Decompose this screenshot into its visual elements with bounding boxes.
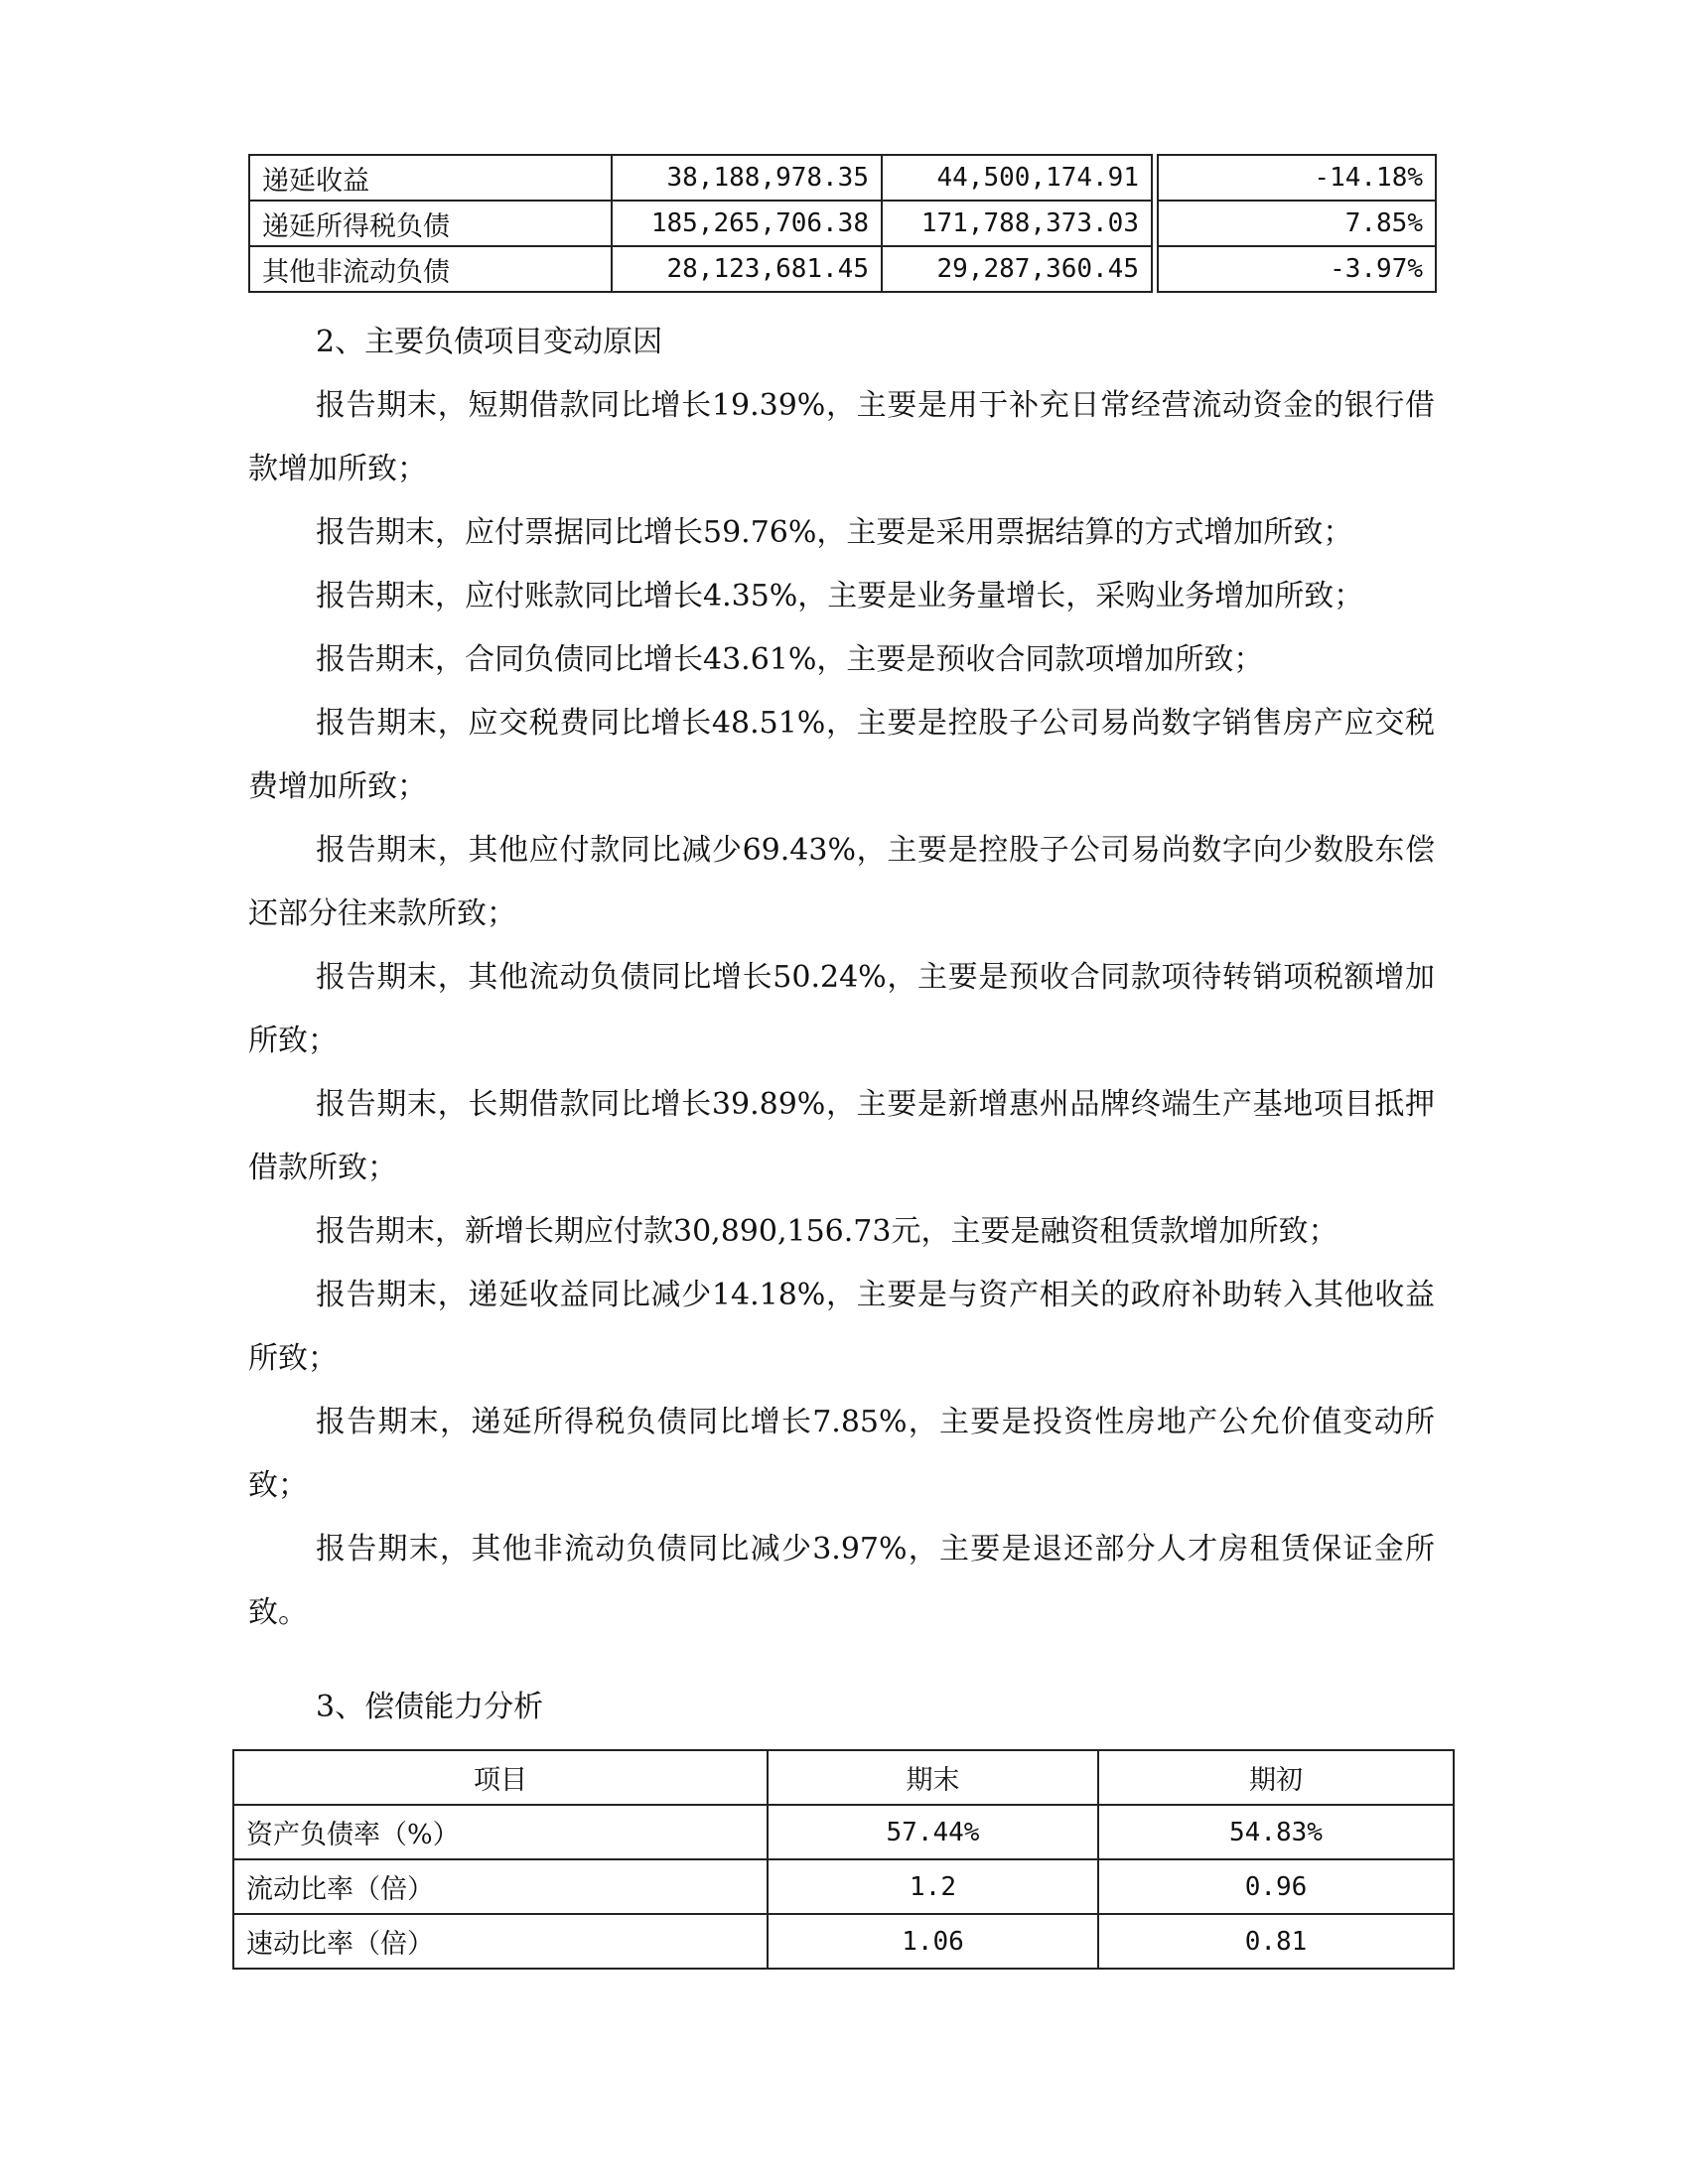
- begin-value: 0.81: [1098, 1914, 1454, 1969]
- section-heading: 2、主要负债项目变动原因: [316, 325, 663, 359]
- table-header-row: [233, 1750, 1454, 1805]
- paragraph: 报告期末，应付票据同比增长59.76%，主要是采用票据结算的方式增加所致；: [316, 515, 1353, 550]
- begin-value: 0.96: [1098, 1859, 1454, 1914]
- paragraph: 报告期末，新增长期应付款30,890,156.73元，主要是融资租赁款增加所致；: [316, 1214, 1338, 1249]
- table-row: [233, 1914, 1454, 1969]
- liabilities-table: [248, 154, 1437, 293]
- table-row: [249, 201, 1436, 246]
- paragraph: 报告期末，合同负债同比增长43.61%，主要是预收合同款项增加所致；: [316, 642, 1264, 677]
- current-value: 28,123,681.45: [612, 246, 882, 292]
- table-row: [233, 1805, 1454, 1859]
- solvency-table: [232, 1749, 1455, 1970]
- end-value: 1.06: [768, 1914, 1098, 1969]
- previous-value: 29,287,360.45: [882, 246, 1152, 292]
- row-label: 流动比率（倍）: [233, 1859, 768, 1914]
- previous-value: 171,788,373.03: [882, 201, 1152, 246]
- change-value: 7.85%: [1158, 201, 1436, 246]
- current-value: 38,188,978.35: [612, 155, 882, 201]
- column-header: 期初: [1098, 1750, 1454, 1805]
- table-row: [233, 1859, 1454, 1914]
- column-header: 项目: [233, 1750, 768, 1805]
- paragraph: 报告期末，短期借款同比增长19.39%，主要是用于补充日常经营流动资金的银行借款增加所致；: [248, 388, 1435, 486]
- end-value: 57.44%: [768, 1805, 1098, 1859]
- paragraph: 报告期末，其他非流动负债同比减少3.97%，主要是退还部分人才房租赁保证金所致。: [248, 1532, 1435, 1630]
- paragraph: 报告期末，应交税费同比增长48.51%，主要是控股子公司易尚数字销售房产应交税费增加所致；: [248, 706, 1435, 804]
- row-label: 资产负债率（%）: [233, 1805, 768, 1859]
- current-value: 185,265,706.38: [612, 201, 882, 246]
- row-label: 其他非流动负债: [249, 246, 612, 292]
- previous-value: 44,500,174.91: [882, 155, 1152, 201]
- end-value: 1.2: [768, 1859, 1098, 1914]
- paragraph: 报告期末，其他流动负债同比增长50.24%，主要是预收合同款项待转销项税额增加所致；: [248, 960, 1435, 1058]
- paragraph: 报告期末，递延所得税负债同比增长7.85%，主要是投资性房地产公允价值变动所致；: [248, 1405, 1435, 1503]
- section-heading: 3、偿债能力分析: [316, 1690, 544, 1724]
- change-value: -14.18%: [1158, 155, 1436, 201]
- begin-value: 54.83%: [1098, 1805, 1454, 1859]
- row-label: 递延所得税负债: [249, 201, 612, 246]
- paragraph: 报告期末，其他应付款同比减少69.43%，主要是控股子公司易尚数字向少数股东偿还部分往来款所致；: [248, 833, 1435, 931]
- change-value: -3.97%: [1158, 246, 1436, 292]
- paragraph: 报告期末，长期借款同比增长39.89%，主要是新增惠州品牌终端生产基地项目抵押借款所致；: [248, 1087, 1435, 1185]
- column-header: 期末: [768, 1750, 1098, 1805]
- table-row: [249, 246, 1436, 292]
- paragraph: 报告期末，递延收益同比减少14.18%，主要是与资产相关的政府补助转入其他收益所致；: [248, 1278, 1435, 1376]
- table-row: [249, 155, 1436, 201]
- row-label: 速动比率（倍）: [233, 1914, 768, 1969]
- row-label: 递延收益: [249, 155, 612, 201]
- paragraph: 报告期末，应付账款同比增长4.35%，主要是业务量增长，采购业务增加所致；: [316, 579, 1364, 614]
